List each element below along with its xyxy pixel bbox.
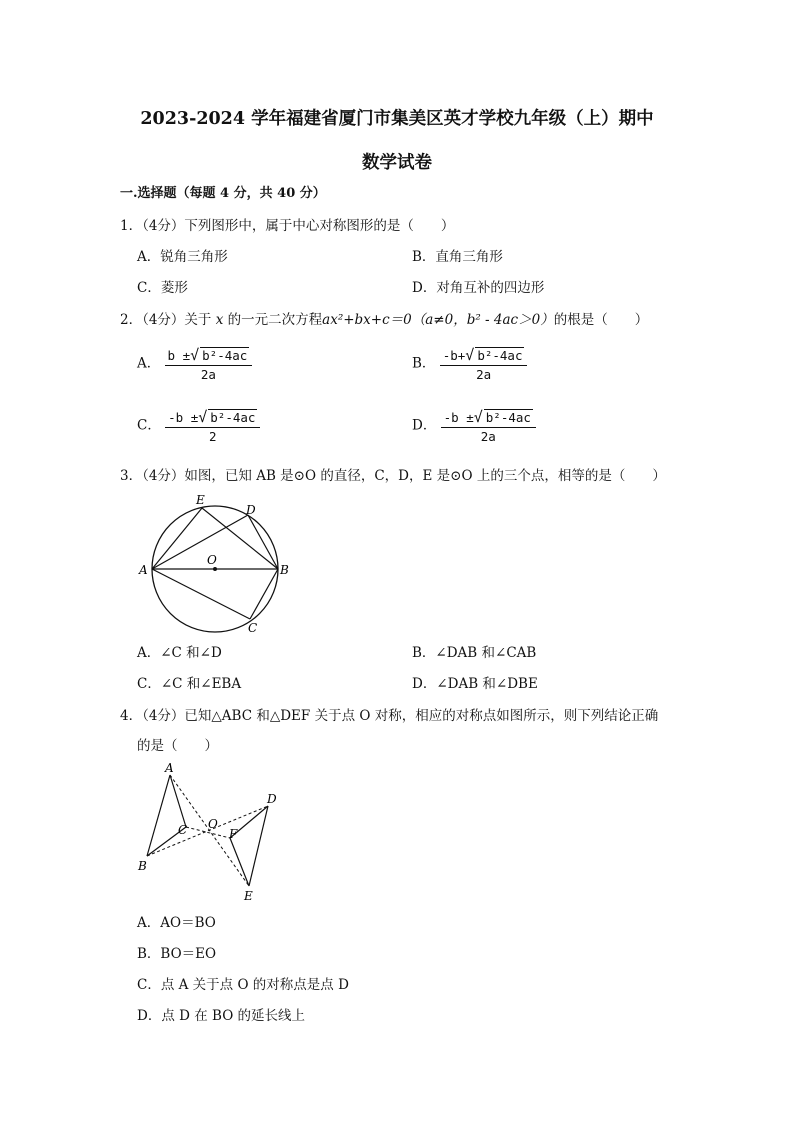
- q1-stem: 1．（4分）下列图形中，属于中心对称图形的是（ ）: [120, 218, 455, 234]
- q2-option-c-label: C．: [137, 417, 161, 434]
- q3-option-a: A．∠C 和∠D: [137, 645, 222, 661]
- q1-option-c: C．菱形: [137, 280, 188, 296]
- q2-option-a-label: A．: [137, 355, 161, 372]
- segment-ab: [147, 775, 170, 856]
- sqrt-icon: √: [465, 346, 475, 364]
- label-o: O: [208, 817, 218, 831]
- q2-d-num: -b ±: [443, 410, 474, 425]
- segment-ad: [152, 515, 248, 569]
- q2-stem-x: x: [215, 312, 224, 328]
- page-title-line1: 2023-2024 学年福建省厦门市集美区英才学校九年级（上）期中: [140, 109, 654, 129]
- label-e: E: [196, 493, 205, 507]
- q2-a-num: b ±: [167, 348, 191, 363]
- q4-stem-line2: 的是（ ）: [137, 738, 218, 754]
- q2-option-b: [412, 346, 527, 382]
- q3-option-b: B．∠DAB 和∠CAB: [412, 645, 537, 661]
- q4-option-b: B．BO＝EO: [137, 946, 217, 962]
- q2-option-c: [137, 408, 260, 444]
- label-d: D: [267, 792, 277, 806]
- q2-option-d-label: D．: [412, 417, 437, 434]
- q4-option-c: C．点 A 关于点 O 的对称点是点 D: [137, 977, 349, 993]
- segment-de: [249, 806, 268, 886]
- q2-stem: [120, 310, 648, 330]
- q2-stem-eq: ax²+bx+c＝0（a≠0，b² - 4ac＞0）: [322, 312, 554, 328]
- section-heading: 一.选择题（每题 4 分，共 40 分）: [120, 186, 326, 201]
- q2-b-den: 2a: [476, 367, 492, 382]
- segment-fe: [230, 838, 249, 886]
- q2-option-d-fraction: [441, 408, 536, 444]
- q4-option-a: A．AO＝BO: [137, 915, 216, 931]
- q2-a-den: 2a: [200, 367, 216, 382]
- q2-stem-mid: 的一元二次方程: [227, 312, 323, 328]
- segment-ac: [152, 569, 250, 619]
- center-point: [213, 567, 217, 571]
- q2-option-c-fraction: [165, 408, 260, 444]
- q2-b-num: -b+: [442, 348, 466, 363]
- q3-circle-figure: [130, 488, 300, 638]
- q2-d-den: 2a: [480, 429, 496, 444]
- q2-stem-post: 的根是（ ）: [553, 312, 649, 328]
- q2-c-num: -b ±: [168, 410, 199, 425]
- q2-stem-pre: 2．（4分）关于: [120, 312, 212, 328]
- q1-option-d: D．对角互补的四边形: [412, 280, 545, 296]
- q2-option-a: [137, 346, 252, 382]
- label-e: E: [244, 889, 253, 903]
- q1-option-a: A．锐角三角形: [137, 249, 228, 265]
- q3-option-d: D．∠DAB 和∠DBE: [412, 676, 538, 692]
- q4-symmetry-figure: [130, 760, 290, 906]
- q2-option-a-fraction: [165, 346, 253, 382]
- sqrt-icon: √: [190, 346, 200, 364]
- q2-a-root: b²-4ac: [202, 348, 248, 363]
- page-title-line2: 数学试卷: [362, 153, 432, 173]
- q4-option-d: D．点 D 在 BO 的延长线上: [137, 1008, 306, 1024]
- q2-option-d: [412, 408, 536, 444]
- label-a: A: [139, 563, 148, 577]
- segment-cb: [250, 569, 278, 619]
- q4-stem-line1: 4．（4分）已知△ABC 和△DEF 关于点 O 对称，相应的对称点如图所示，则下列结论正确: [120, 708, 659, 724]
- q2-b-root: b²-4ac: [477, 348, 523, 363]
- sqrt-icon: √: [473, 408, 483, 426]
- q1-option-b: B．直角三角形: [412, 249, 503, 265]
- label-c: C: [248, 621, 258, 635]
- label-f: F: [229, 827, 238, 841]
- q2-d-root: b²-4ac: [485, 410, 531, 425]
- sqrt-icon: √: [198, 408, 208, 426]
- q2-option-b-label: B．: [412, 355, 436, 372]
- q2-c-root: b²-4ac: [210, 410, 256, 425]
- label-a: A: [165, 761, 174, 775]
- label-o: O: [207, 553, 217, 567]
- q2-option-b-fraction: [440, 346, 528, 382]
- segment-db: [248, 515, 278, 569]
- q3-stem: 3．（4分）如图，已知 AB 是⊙O 的直径，C，D，E 是⊙O 上的三个点，相等的是（ ）: [120, 468, 666, 484]
- label-b: B: [138, 859, 147, 873]
- q2-c-den: 2: [209, 429, 217, 444]
- label-b: B: [280, 563, 289, 577]
- dashed-be: [147, 806, 268, 856]
- q3-option-c: C．∠C 和∠EBA: [137, 676, 242, 692]
- segment-ac: [170, 775, 186, 827]
- label-c: C: [178, 823, 188, 837]
- label-d: D: [246, 503, 256, 517]
